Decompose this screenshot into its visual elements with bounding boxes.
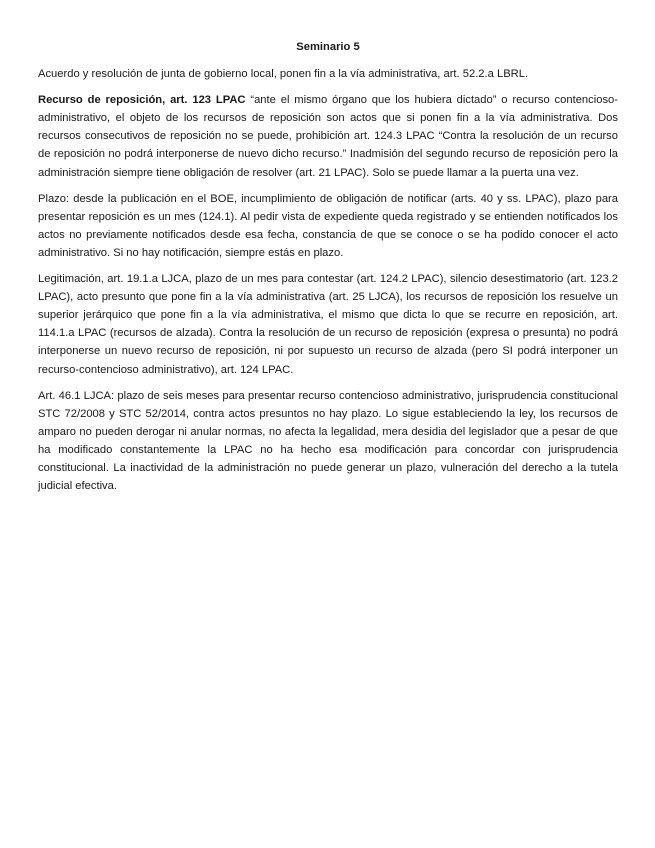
document-title: Seminario 5 (296, 41, 360, 53)
paragraph-4 (38, 270, 618, 379)
document-page (38, 38, 618, 503)
paragraph-1 (38, 65, 618, 83)
paragraph-5-text: Art. 46.1 LJCA: plazo de seis meses para presentar recurso contencioso administrativo, jurisprudencia constitucional STC 72/2008 y STC 52/2014, contra actos presuntos no hay plazo. Lo sigue estableciendo la ley, los recursos de amparo no pueden derogar ni anular normas, no afecta la legalidad, mera desidia del legislador que a pesar de que ha modificado constantemente la LPAC no ha hecho esa modificación para concordar con jurisprudencia constitucional. La inactividad de la administración no puede generar un plazo, vulneración del derecho a la tutela judicial efectiva. (38, 389, 618, 493)
paragraph-4-text: Legitimación, art. 19.1.a LJCA, plazo de un mes para contestar (art. 124.2 LPAC), silencio desestimatorio (art. 123.2 LPAC), acto presunto que pone fin a la vía administrativa (art. 25 LJCA), los recursos de reposición los resuelve un superior jerárquico que pone fin a la vía administrativa, el mismo que dicta lo que se recurre en reposición, art. 114.1.a LPAC (recursos de alzada). Contra la resolución de un recurso de reposición (expresa o presunta) no podrá interponerse un nuevo recurso de reposición, ni por supuesto un recurso de alzada (pero SI podrá interponer un recurso-contencioso administrativo), art. 124 LPAC. (38, 273, 618, 376)
paragraph-3-text: Plazo: desde la publicación en el BOE, incumplimiento de obligación de notificar (arts. 40 y ss. LPAC), plazo para presentar reposición es un mes (124.1). Al pedir vista de expediente queda registrado y se entienden notificados los actos no previamente notificados desde esa fecha, constancia de que se conoce o se ha podido conocer el acto administrativo. Si no hay notificación, siempre estás en plazo. (38, 192, 618, 259)
paragraph-2 (38, 91, 618, 181)
paragraph-2-text: “ante el mismo órgano que los hubiera dictado” o recurso contencioso-administrativo, el objeto de los recursos de reposición son actos que si ponen fin a la vía administrativa. Dos recursos consecutivos de reposición no se puede, prohibición art. 124.3 LPAC “Contra la resolución de un recurso de reposición no podrá interponerse de nuevo dicho recurso.” Inadmisión del segundo recurso de reposición pero la administración siempre tiene obligación de resolver (art. 21 LPAC). Solo se puede llamar a la puerta una vez. (38, 94, 618, 179)
paragraph-1-text: Acuerdo y resolución de junta de gobierno local, ponen fin a la vía administrativa, art. 52.2.a LBRL. (38, 68, 529, 81)
paragraph-3 (38, 190, 618, 262)
paragraph-2-lead: Recurso de reposición, art. 123 LPAC (38, 94, 246, 107)
paragraph-5 (38, 387, 618, 496)
